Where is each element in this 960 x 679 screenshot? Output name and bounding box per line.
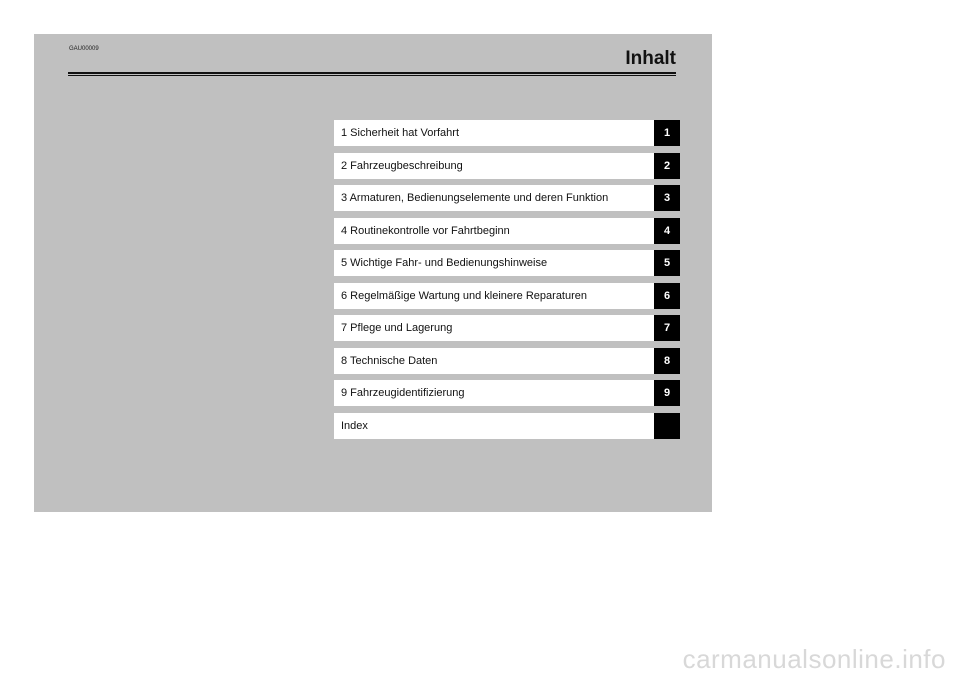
section-tab-4[interactable]: 4	[654, 218, 680, 244]
header-rule-thin	[68, 75, 676, 76]
doc-code: GAU00009	[69, 46, 99, 52]
toc-entry-3[interactable]: 3 Armaturen, Bedienungselemente und deren Funktion	[334, 185, 678, 211]
toc-entry-7[interactable]: 7 Pflege und Lagerung	[334, 315, 678, 341]
section-tab-9[interactable]: 9	[654, 380, 680, 406]
toc-entry-index[interactable]: Index	[334, 413, 678, 439]
manual-page	[34, 34, 712, 512]
header-rule-thick	[68, 72, 676, 74]
toc-entry-1[interactable]: 1 Sicherheit hat Vorfahrt	[334, 120, 678, 146]
toc-entry-5[interactable]: 5 Wichtige Fahr- und Bedienungshinweise	[334, 250, 678, 276]
section-tab-2[interactable]: 2	[654, 153, 680, 179]
section-tab-index[interactable]	[654, 413, 680, 439]
section-tab-6[interactable]: 6	[654, 283, 680, 309]
toc-entry-2[interactable]: 2 Fahrzeugbeschreibung	[334, 153, 678, 179]
section-tab-7[interactable]: 7	[654, 315, 680, 341]
toc-entry-8[interactable]: 8 Technische Daten	[334, 348, 678, 374]
section-tab-3[interactable]: 3	[654, 185, 680, 211]
watermark-text: carmanualsonline.info	[682, 644, 946, 674]
toc-entry-6[interactable]: 6 Regelmäßige Wartung und kleinere Reparaturen	[334, 283, 678, 309]
section-tab-5[interactable]: 5	[654, 250, 680, 276]
section-tab-1[interactable]: 1	[654, 120, 680, 146]
toc-entry-9[interactable]: 9 Fahrzeugidentifizierung	[334, 380, 678, 406]
page-title: Inhalt	[625, 48, 676, 69]
toc-entry-4[interactable]: 4 Routinekontrolle vor Fahrtbeginn	[334, 218, 678, 244]
section-tab-8[interactable]: 8	[654, 348, 680, 374]
